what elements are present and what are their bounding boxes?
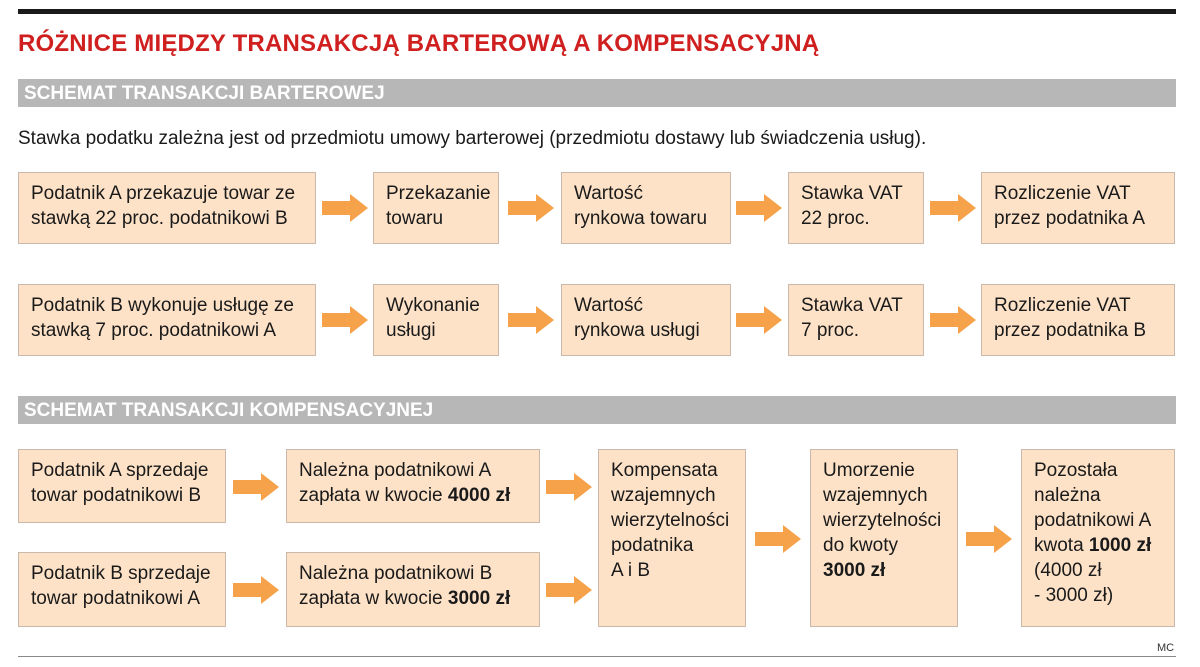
- barter-row2-market-value-box: [561, 284, 731, 356]
- box-line: podatnika: [611, 535, 694, 556]
- box-line: A i B: [611, 560, 651, 581]
- box-line: usługi: [386, 320, 436, 341]
- box-line: rynkowa usługi: [574, 320, 700, 341]
- box-line: wierzytelności: [611, 510, 730, 531]
- box-line: Przekazanie: [386, 183, 491, 204]
- box-line: Stawka VAT: [801, 295, 903, 316]
- barter-row2-service-box: [373, 284, 499, 356]
- compensation-section-title: SCHEMAT TRANSAKCJI KOMPENSACYJNEJ: [24, 400, 434, 421]
- box-line: wzajemnych: [823, 485, 928, 506]
- amount-value: 3000 zł: [447, 588, 511, 609]
- page-title: RÓŻNICE MIĘDZY TRANSAKCJĄ BARTEROWĄ A KOMPENSACYJNĄ: [18, 30, 820, 57]
- box-line: Rozliczenie VAT: [994, 295, 1131, 316]
- top-rule: [18, 9, 1176, 14]
- arrow-icon: [736, 194, 782, 222]
- arrow-icon: [233, 576, 279, 604]
- arrow-icon: [546, 473, 592, 501]
- barter-section-header: [18, 79, 1176, 107]
- box-line: towar podatnikowi B: [31, 485, 202, 506]
- box-line: stawką 22 proc. podatnikowi B: [31, 208, 288, 229]
- box-line: Rozliczenie VAT: [994, 183, 1131, 204]
- box-line: Kompensata: [611, 460, 718, 481]
- bottom-rule: [18, 656, 1176, 657]
- box-line: Umorzenie: [823, 460, 915, 481]
- arrow-icon: [322, 194, 368, 222]
- remaining-box: [1021, 449, 1175, 627]
- box-line: podatnikowi A: [1034, 510, 1152, 531]
- box-line: 7 proc.: [801, 320, 860, 341]
- sale-a-box: [18, 449, 226, 523]
- arrow-icon: [930, 194, 976, 222]
- due-a-box: [286, 449, 540, 523]
- box-line: Podatnik B wykonuje usługę ze: [31, 295, 294, 316]
- arrow-icon: [736, 306, 782, 334]
- box-line: [299, 483, 529, 508]
- amount-value: 4000 zł: [447, 485, 511, 506]
- barter-row2-settlement-box: [981, 284, 1175, 356]
- box-line: Podatnik A przekazuje towar ze: [31, 183, 296, 204]
- box-line: wierzytelności: [823, 510, 942, 531]
- barter-row1-taxpayer-a-box: [18, 172, 316, 244]
- box-line: [823, 558, 947, 583]
- barter-row1-market-value-box: [561, 172, 731, 244]
- barter-row1-vat-rate-box: [788, 172, 924, 244]
- arrow-icon: [546, 576, 592, 604]
- box-line: Wykonanie: [386, 295, 480, 316]
- box-line: (4000 zł: [1034, 560, 1102, 581]
- box-line: przez podatnika B: [994, 320, 1147, 341]
- box-line: Należna podatnikowi A: [299, 460, 492, 481]
- box-line: towaru: [386, 208, 444, 229]
- box-line: [1034, 533, 1164, 558]
- box-line: Wartość: [574, 183, 643, 204]
- box-line: przez podatnika A: [994, 208, 1146, 229]
- box-line: Podatnik B sprzedaje: [31, 563, 211, 584]
- box-line: Pozostała: [1034, 460, 1118, 481]
- arrow-icon: [233, 473, 279, 501]
- box-line: - 3000 zł): [1034, 585, 1114, 606]
- amount-value: 1000 zł: [1088, 535, 1152, 556]
- offset-box: [598, 449, 746, 627]
- box-line: towar podatnikowi A: [31, 588, 200, 609]
- box-line: Stawka VAT: [801, 183, 903, 204]
- arrow-icon: [930, 306, 976, 334]
- arrow-icon: [755, 525, 801, 553]
- amount-prefix: zapłata w kwocie: [299, 588, 448, 609]
- amount-prefix: zapłata w kwocie: [299, 485, 448, 506]
- box-line: rynkowa towaru: [574, 208, 708, 229]
- compensation-section-header: [18, 396, 1176, 424]
- barter-row1-settlement-box: [981, 172, 1175, 244]
- amount-value: 3000 zł: [823, 560, 886, 581]
- box-line: Należna podatnikowi B: [299, 563, 493, 584]
- author-credit: MC: [1157, 642, 1175, 654]
- cancellation-box: [810, 449, 958, 627]
- barter-row2-taxpayer-b-box: [18, 284, 316, 356]
- barter-row2-vat-rate-box: [788, 284, 924, 356]
- box-line: należna: [1034, 485, 1101, 506]
- barter-note: Stawka podatku zależna jest od przedmiotu umowy barterowej (przedmiotu dostawy lub świadczenia usług).: [18, 128, 927, 149]
- box-line: 22 proc.: [801, 208, 870, 229]
- box-line: Podatnik A sprzedaje: [31, 460, 209, 481]
- due-b-box: [286, 552, 540, 627]
- box-line: wzajemnych: [611, 485, 716, 506]
- box-line: stawką 7 proc. podatnikowi A: [31, 320, 277, 341]
- sale-b-box: [18, 552, 226, 627]
- box-line: [299, 586, 529, 611]
- box-line: Wartość: [574, 295, 643, 316]
- arrow-icon: [322, 306, 368, 334]
- arrow-icon: [966, 525, 1012, 553]
- arrow-icon: [508, 194, 554, 222]
- barter-row1-transfer-box: [373, 172, 499, 244]
- box-line: do kwoty: [823, 535, 898, 556]
- barter-section-title: SCHEMAT TRANSAKCJI BARTEROWEJ: [24, 83, 385, 104]
- arrow-icon: [508, 306, 554, 334]
- amount-prefix: kwota: [1034, 535, 1089, 556]
